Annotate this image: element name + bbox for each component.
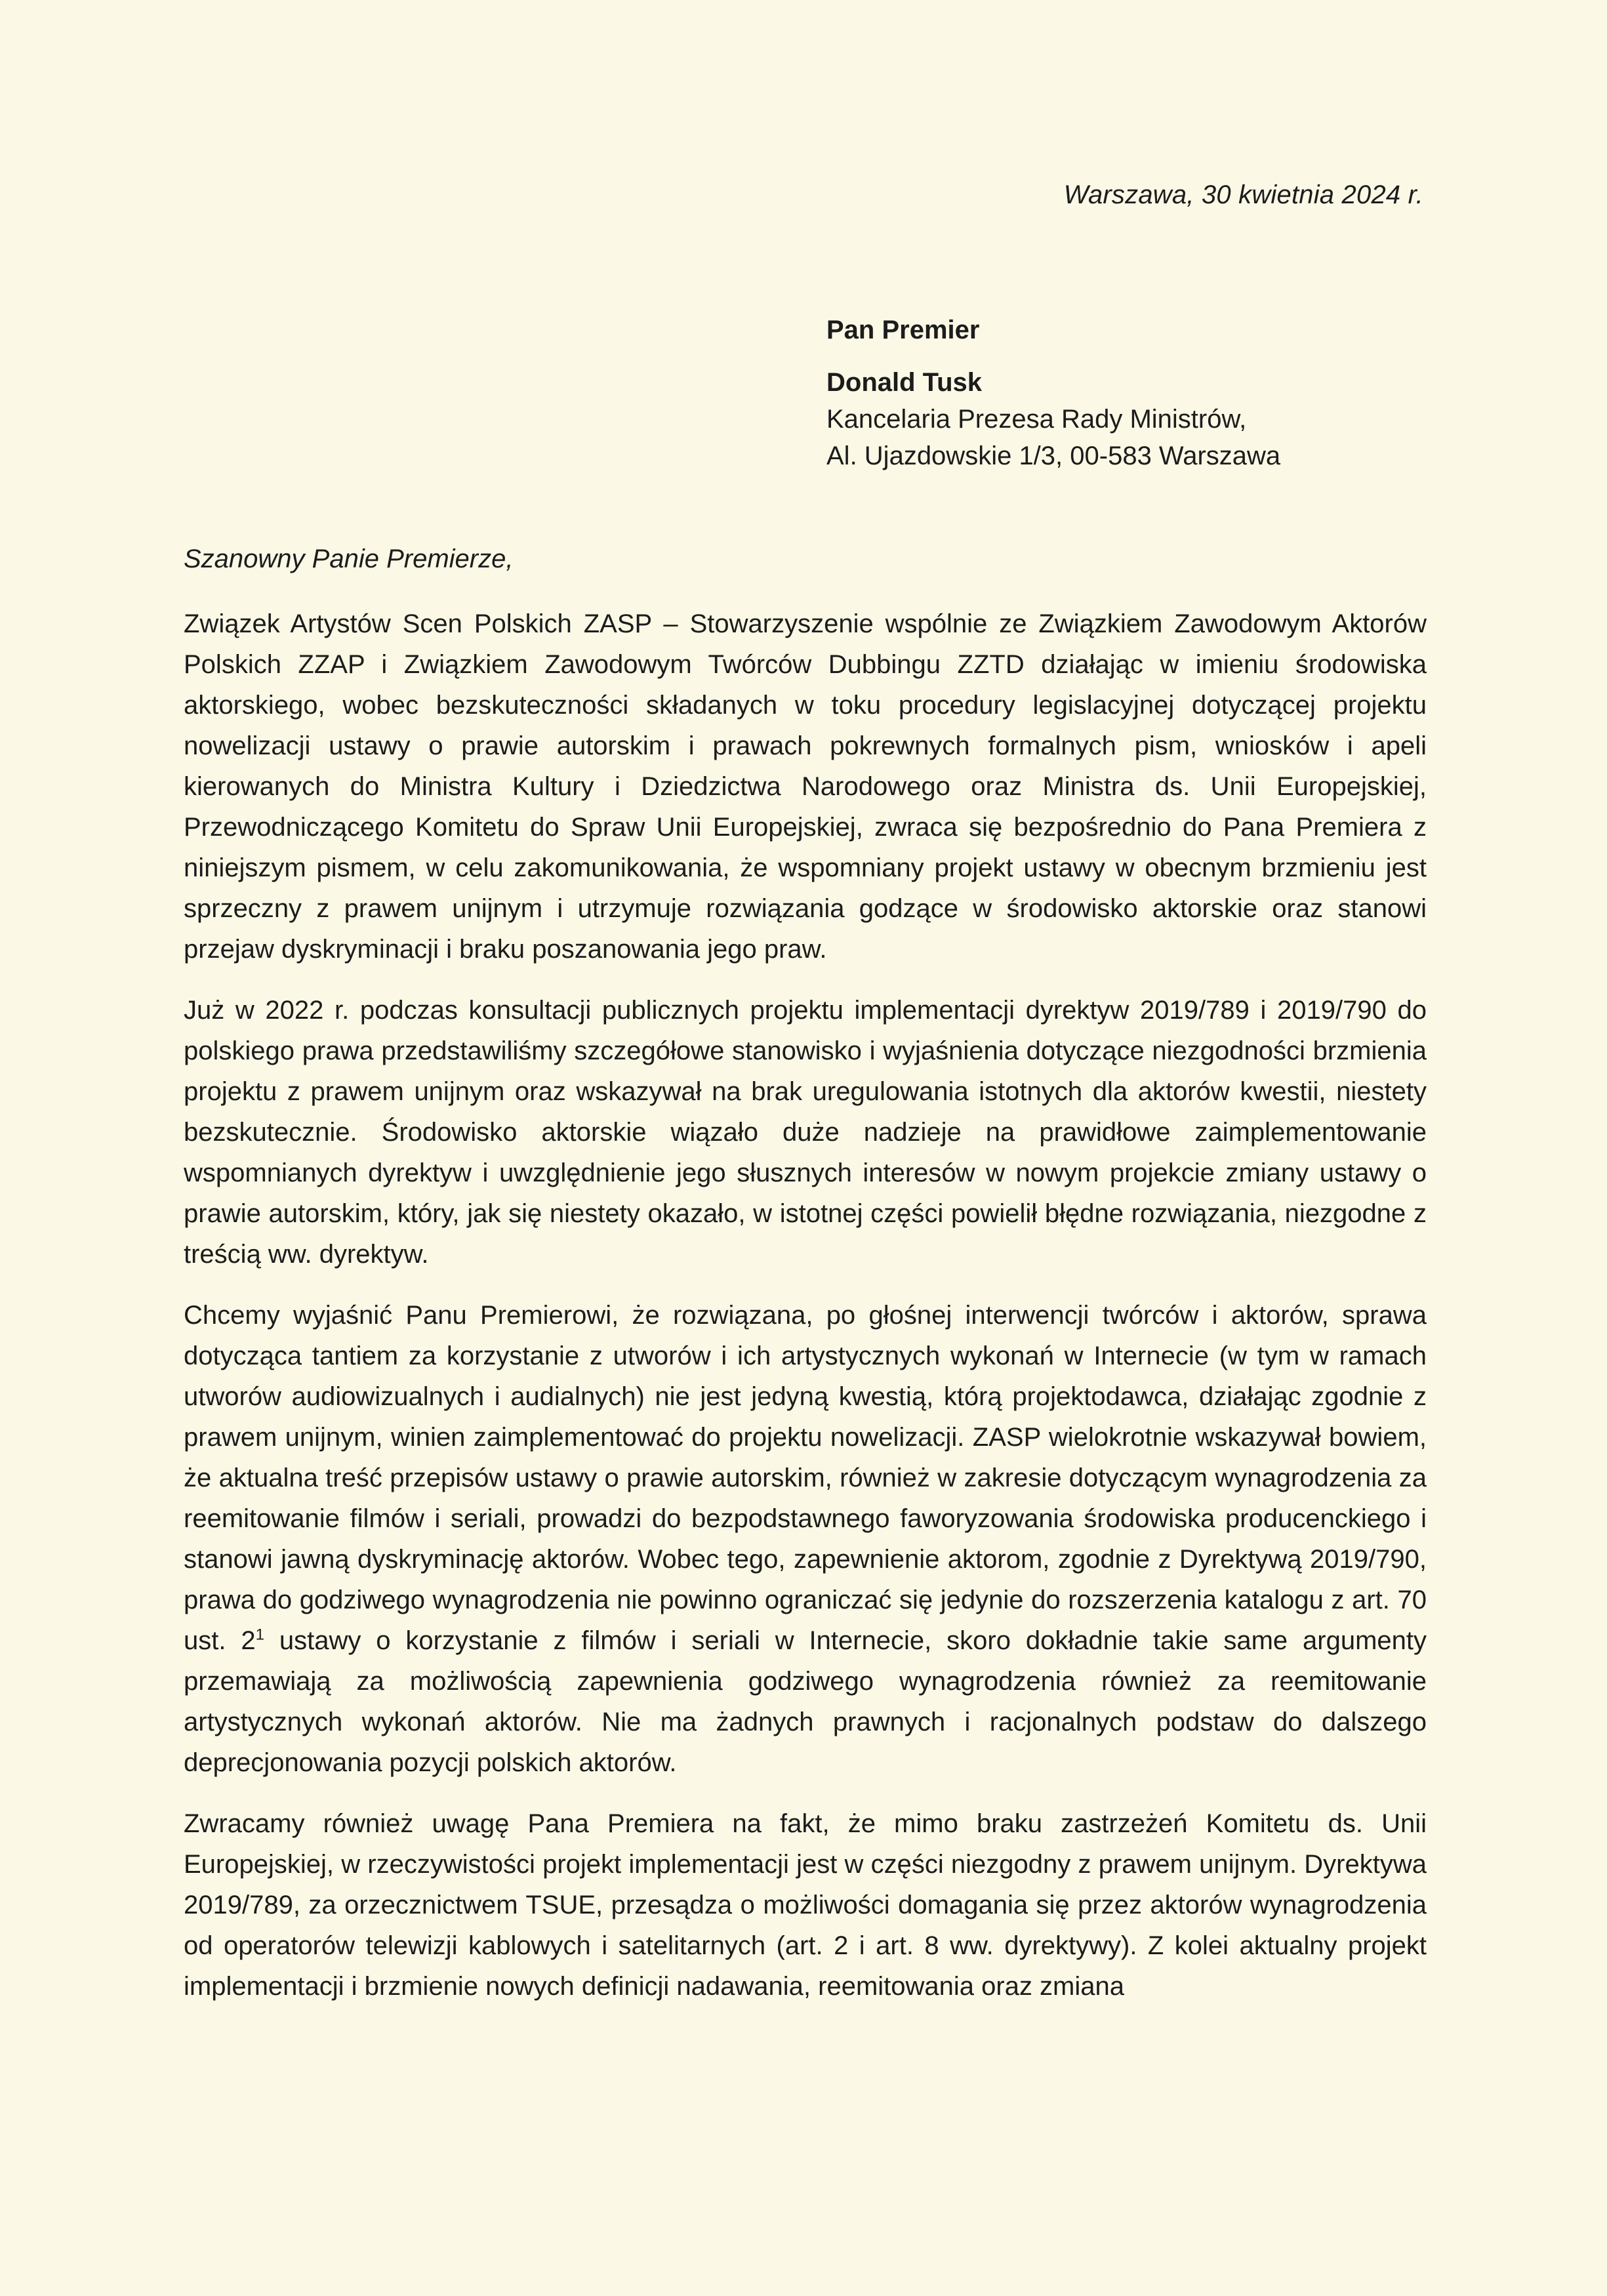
recipient-title: Pan Premier — [826, 316, 980, 344]
letter-date: Warszawa, 30 kwietnia 2024 r. — [1063, 180, 1423, 209]
letter-body — [184, 604, 1427, 2027]
superscript-marker: 1 — [255, 1626, 264, 1644]
body-paragraph-4: Zwracamy również uwagę Pana Premiera na fakt, że mimo braku zastrzeżeń Komitetu ds. Unii Europejskiej, w rzeczywistości projekt implementacji jest w części niezgodny z prawem unijnym. Dyrektywa 2019/789, za orzecznictwem TSUE, przesądza o możliwości domagania się przez aktorów wynagrodzenia od operatorów telewizji kablowych i satelitarnych (art. 2 i art. 8 ww. dyrektywy). Z kolei aktualny projekt implementacji i brzmienie nowych definicji nadawania, reemitowania oraz zmiana — [184, 1809, 1427, 2001]
body-paragraph-2: Już w 2022 r. podczas konsultacji publicznych projektu implementacji dyrektyw 2019/789 i 2019/790 do polskiego prawa przedstawiliśmy szczegółowe stanowisko i wyjaśnienia dotyczące niezgodności brzmienia projektu z prawem unijnym oraz wskazywał na brak uregulowania istotnych dla aktorów kwestii, niestety bezskutecznie. Środowisko aktorskie wiązało duże nadzieje na prawidłowe zaimplementowanie wspomnianych dyrektyw i uwzględnienie jego słusznych interesów w nowym projekcie zmiany ustawy o prawie autorskim, który, jak się niestety okazało, w istotnej części powielił błędne rozwiązania, niezgodne z treścią ww. dyrektyw. — [184, 996, 1427, 1269]
body-paragraph-3 — [184, 1295, 1427, 1783]
recipient-address: Al. Ujazdowskie 1/3, 00-583 Warszawa — [826, 441, 1281, 470]
salutation: Szanowny Panie Premierze, — [184, 544, 514, 573]
recipient-name: Donald Tusk — [826, 368, 983, 397]
recipient-block — [826, 312, 1469, 474]
paragraph-3-part-1: Chcemy wyjaśnić Panu Premierowi, że rozwiązana, po głośnej interwencji twórców i aktorów, sprawa dotycząca tantiem za korzystanie z utworów i ich artystycznych wykonań w Internecie (w tym w ramach utworów audiowizualnych i audialnych) nie jest jedyną kwestią, którą projektodawca, działając zgodnie z prawem unijnym, winien zaimplementować do projektu nowelizacji. ZASP wielokrotnie wskazywał bowiem, że aktualna treść przepisów ustawy o prawie autorskim, również w zakresie dotyczącym wynagrodzenia za reemitowanie filmów i seriali, prowadzi do bezpodstawnego faworyzowania środowiska producenckiego i stanowi jawną dyskryminację aktorów. Wobec tego, zapewnienie aktorom, zgodnie z Dyrektywą 2019/790, prawa do godziwego wynagrodzenia nie powinno ograniczać się jedynie do rozszerzenia katalogu z art. 70 ust. 2 — [184, 1301, 1427, 1655]
paragraph-3-part-2: ustawy o korzystanie z filmów i seriali w Internecie, skoro dokładnie takie same argumenty przemawiają za możliwością zapewnienia godziwego wynagrodzenia również za reemitowanie artystycznych wykonań aktorów. Nie ma żadnych prawnych i racjonalnych podstaw do dalszego deprecjonowania pozycji polskich aktorów. — [184, 1626, 1427, 1777]
recipient-office: Kancelaria Prezesa Rady Ministrów, — [826, 405, 1247, 434]
body-paragraph-1: Związek Artystów Scen Polskich ZASP – Stowarzyszenie wspólnie ze Związkiem Zawodowym Aktorów Polskich ZZAP i Związkiem Zawodowym Twórców Dubbingu ZZTD działając w imieniu środowiska aktorskiego, wobec bezskuteczności składanych w toku procedury legislacyjnej dotyczącej projektu nowelizacji ustawy o prawie autorskim i prawach pokrewnych formalnych pism, wniosków i apeli kierowanych do Ministra Kultury i Dziedzictwa Narodowego oraz Ministra ds. Unii Europejskiej, Przewodniczącego Komitetu do Spraw Unii Europejskiej, zwraca się bezpośrednio do Pana Premiera z niniejszym pismem, w celu zakomunikowania, że wspomniany projekt ustawy w obecnym brzmieniu jest sprzeczny z prawem unijnym i utrzymuje rozwiązania godzące w środowisko aktorskie oraz stanowi przejaw dyskryminacji i braku poszanowania jego praw. — [184, 609, 1427, 964]
